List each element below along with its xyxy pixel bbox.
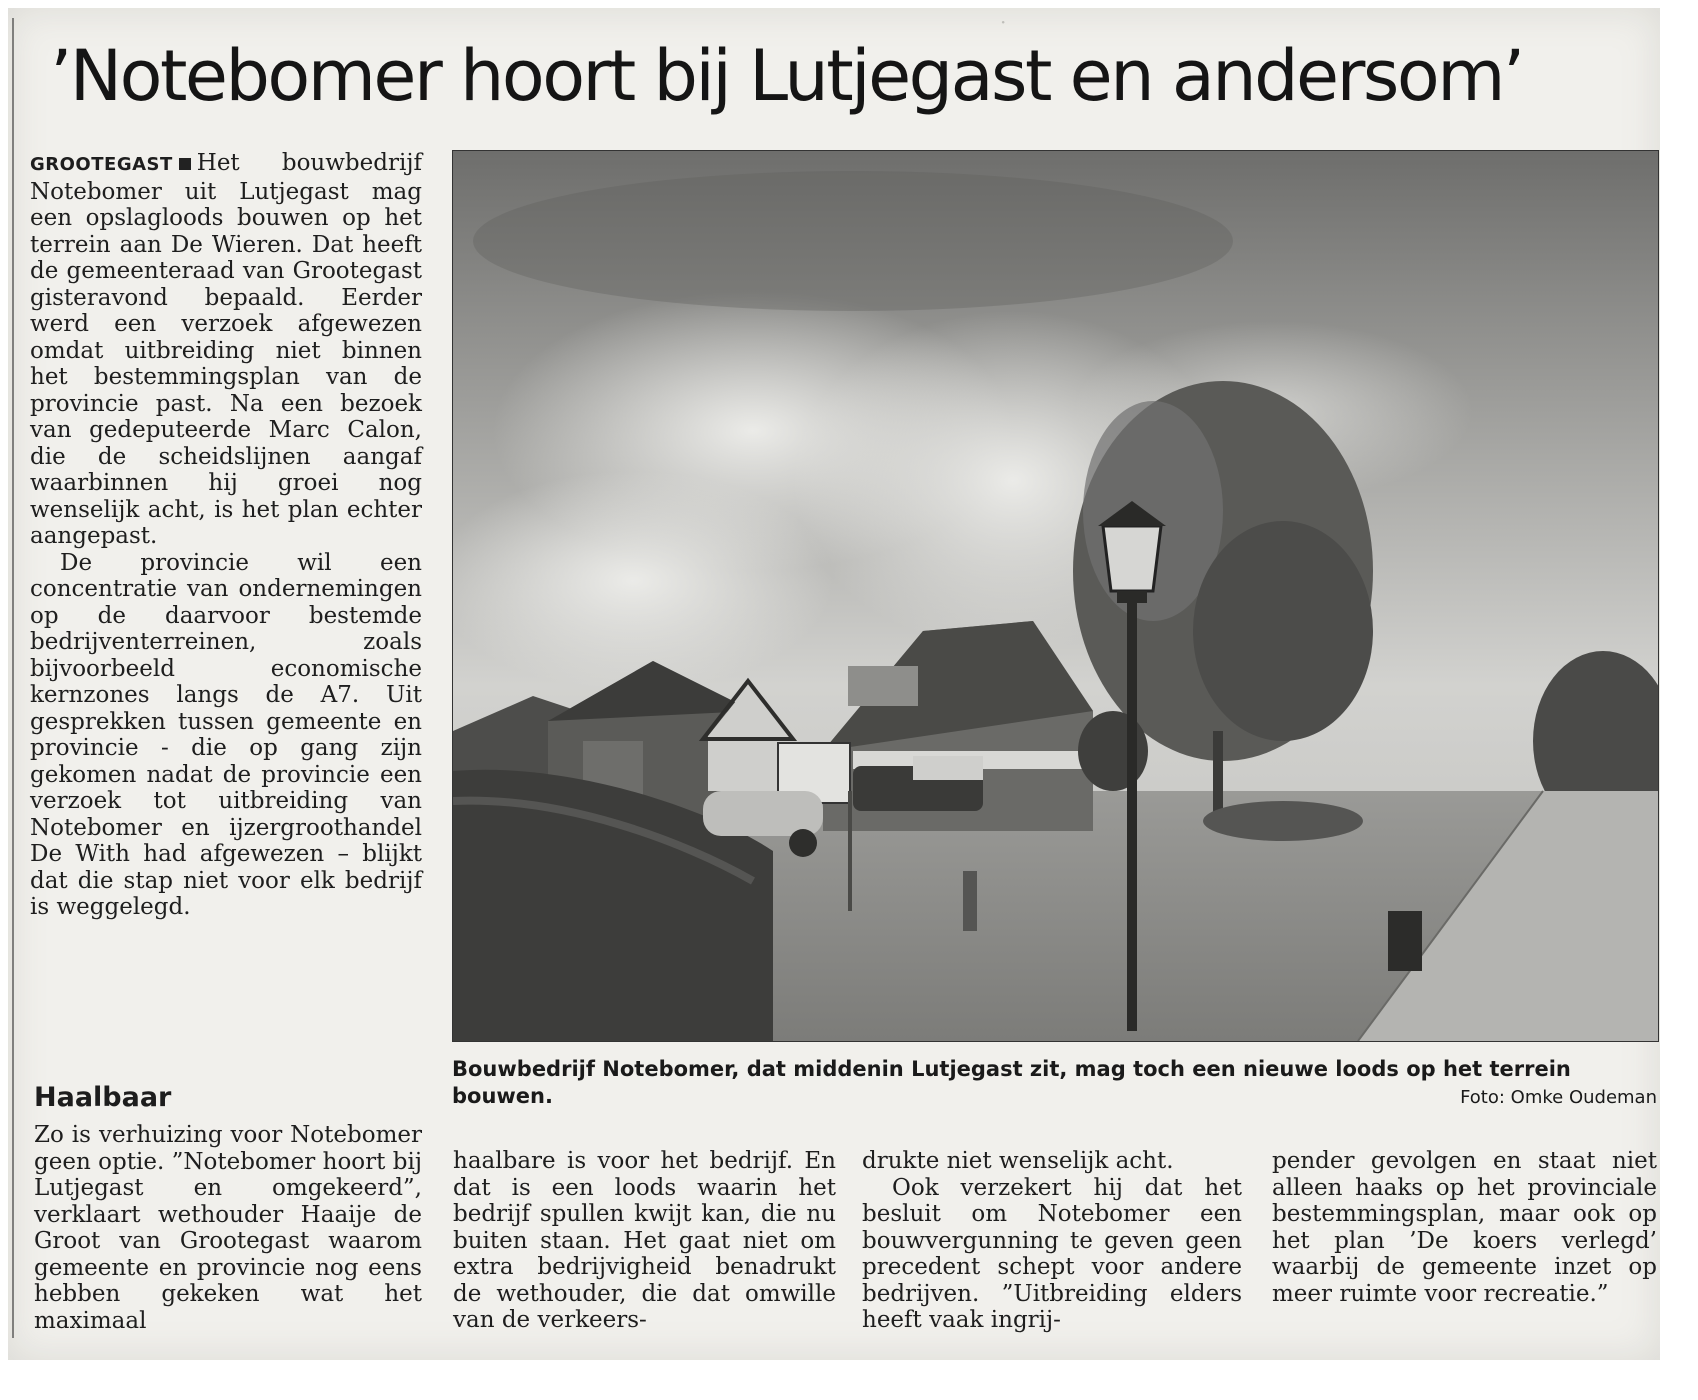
- paragraph-5: drukte niet wenselijk acht.: [862, 1148, 1174, 1174]
- paragraph-6: Ook verzekert hij dat het besluit om Notebomer een bouwvergunning te geven geen precedent schept voor andere bedrijven. ”Uitbreiding elders heeft vaak ingrij-: [862, 1174, 1242, 1333]
- paragraph-3: Zo is verhuizing voor Notebomer geen optie. ”Notebomer hoort bij Lutjegast en omgekeerd”, verklaart wethouder Haaije de Groot van Grootegast waarom gemeente en provincie nog eens hebben gekeken wat het maximaal: [34, 1122, 422, 1334]
- clipping-edge: [12, 18, 14, 1338]
- headline: ’Notebomer hoort bij Lutjegast en andersom’: [50, 35, 1523, 117]
- paragraph-1: Het bouwbedrijf Notebomer uit Lutjegast mag een opslagloods bouwen op het terrein aan De Wieren. Dat heeft de gemeenteraad van Grootegast gisteravond bepaald. Eerder werd een verzoek afgewezen omdat uitbreiding niet binnen het bestemmingsplan van de provincie past. Na een bezoek van gedeputeerde Marc Calon, die de scheidslijnen aangaf waarbinnen hij groei nog wenselijk acht, is het plan echter aangepast.: [30, 150, 422, 549]
- paragraph-7: pender gevolgen en staat niet alleen haaks op het provinciale bestemmingsplan, maar ook op het plan ’De koers verlegd’ waarbij de gemeente inzet op meer ruimte voor recreatie.”: [1272, 1148, 1657, 1307]
- subheading: Haalbaar: [34, 1082, 172, 1113]
- news-photo: [452, 150, 1659, 1042]
- paragraph-2: De provincie wil een concentratie van ondernemingen op de daarvoor bestemde bedrijventerreinen, zoals bijvoorbeeld economische kernzones langs de A7. Uit gesprekken tussen gemeente en provincie - die op gang zijn gekomen nadat de provincie een verzoek tot uitbreiding van Notebomer en ijzergroothandel De With had afgewezen – blijkt dat die stap niet voor elk bedrijf is weggelegd.: [30, 549, 422, 920]
- square-bullet-icon: [179, 158, 191, 170]
- paragraph-4: haalbare is voor het bedrijf. En dat is een loods waarin het bedrijf spullen kwijt kan, die nu buiten staan. Het gaat niet om extra bedrijvigheid benadrukt de wethouder, die dat omwille van de verkeers-: [453, 1148, 836, 1333]
- bleed-through: ·: [1000, 10, 1007, 34]
- article-column-3: [862, 1148, 1242, 1334]
- article-column-1: [30, 150, 422, 921]
- photo-credit: Foto: Omke Oudeman: [1460, 1087, 1657, 1108]
- article-column-2: [453, 1148, 836, 1334]
- dateline: GROOTEGAST: [30, 154, 173, 175]
- article-column-1-continued: [34, 1122, 422, 1334]
- photo-caption: Bouwbedrijf Notebomer, dat middenin Lutjegast zit, mag toch een nieuwe loods op het terrein bouwen.: [452, 1057, 1571, 1108]
- article-column-4: [1272, 1148, 1657, 1307]
